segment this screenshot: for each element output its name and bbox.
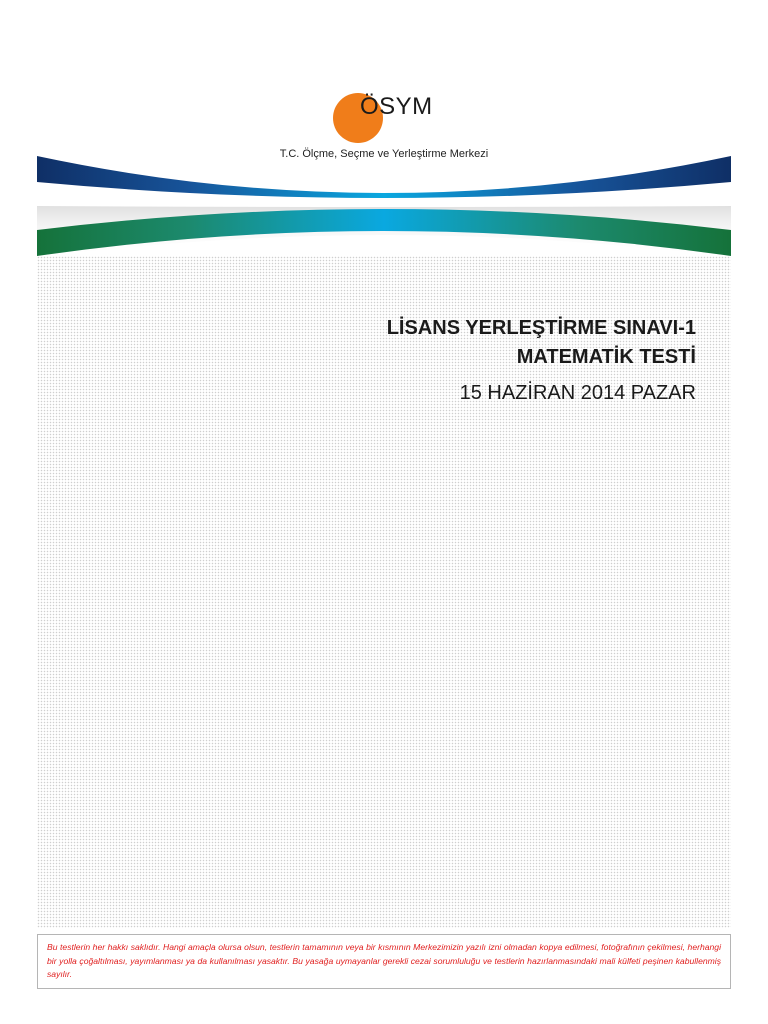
exam-title: LİSANS YERLEŞTİRME SINAVI-1 bbox=[386, 317, 696, 339]
logo-text: ÖSYM bbox=[360, 93, 433, 120]
organization-name: T.C. Ölçme, Seçme ve Yerleştirme Merkezi bbox=[279, 148, 489, 160]
test-name: MATEMATİK TESTİ bbox=[516, 346, 696, 368]
exam-date: 15 HAZİRAN 2014 PAZAR bbox=[459, 382, 696, 404]
copyright-notice: Bu testlerin her hakkı saklıdır. Hangi amaçla olursa olsun, testlerin tamamının veya bir kısmının Merkezimizin yazılı izni olmadan kopya edilmesi, fotoğrafının çekilmesi, herhangi bir yolla çoğaltılması, yayımlanması ya da kullanılması yasaktır. Bu yasağa uymayanlar gerekli cezai sorumluluğu ve testlerin hazırlanmasındaki mali külfeti peşinen kabullenmiş sayılır. bbox=[37, 934, 731, 989]
top-band bbox=[37, 156, 731, 198]
decorative-wave-bands bbox=[0, 150, 768, 260]
cover-title-block bbox=[387, 314, 696, 406]
